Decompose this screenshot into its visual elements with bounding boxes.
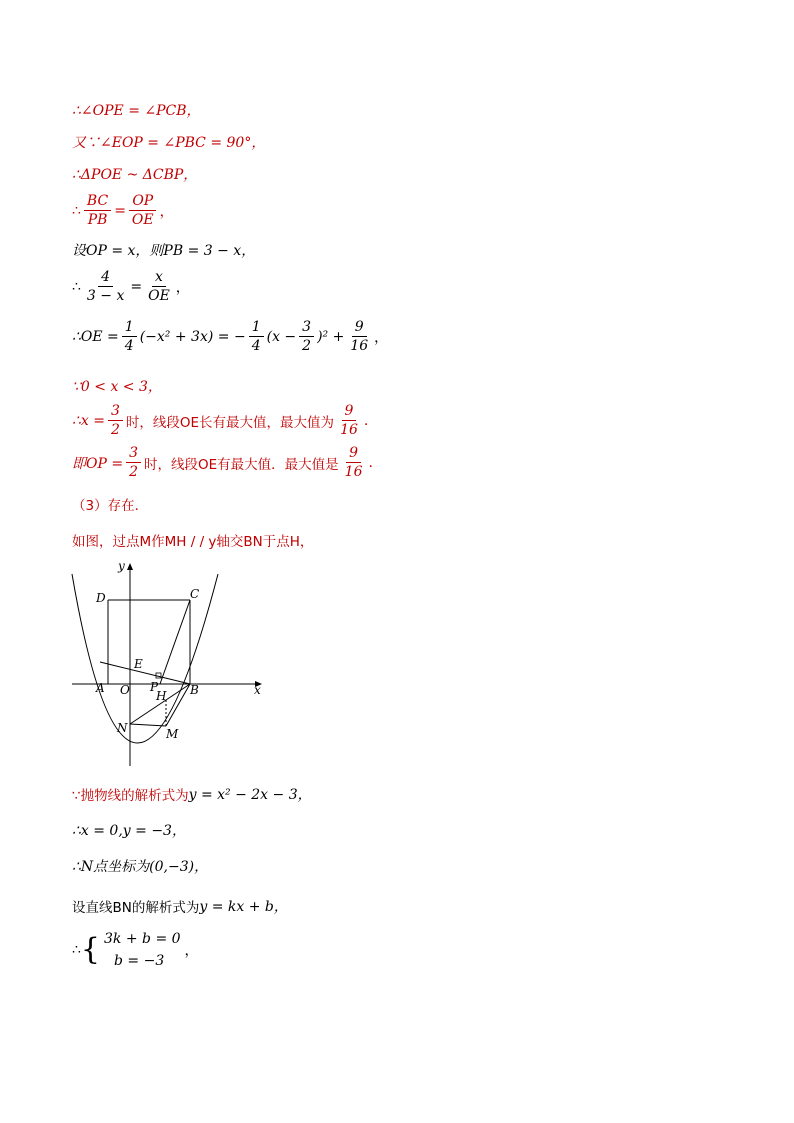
numerator: BC	[84, 192, 111, 211]
label-N: N	[117, 721, 128, 735]
parabola-figure	[68, 560, 268, 770]
fraction	[337, 402, 361, 439]
denominator: 2	[129, 464, 138, 480]
solution-line-5	[72, 240, 255, 260]
label-D: D	[96, 591, 106, 605]
equation-text: ∴x = 0,y = −3，	[72, 823, 186, 839]
equation-text: 设直线BN的解析式为	[72, 900, 200, 916]
fraction	[299, 318, 314, 355]
left-brace: {	[80, 932, 101, 967]
label-C: C	[190, 587, 200, 601]
numerator: x	[152, 268, 166, 287]
label-O: O	[120, 683, 130, 697]
fraction	[129, 192, 157, 229]
numerator: 3	[126, 444, 141, 463]
numerator: OP	[129, 192, 156, 211]
equals-sign: =	[130, 278, 143, 295]
equation-text: ∴ΔPOE ~ ΔCBP，	[72, 167, 198, 183]
fraction	[122, 318, 137, 355]
equation-text: )² +	[317, 328, 345, 345]
label-E: E	[134, 657, 143, 671]
segment-PC	[160, 600, 190, 684]
numerator: 1	[249, 318, 264, 337]
solution-line-11	[72, 494, 148, 514]
system-row-2: b = −3	[114, 953, 165, 969]
label-A: A	[96, 681, 105, 695]
solution-line-9	[72, 402, 368, 439]
fraction	[249, 318, 264, 355]
equation-text: 又∵∠EOP = ∠PBC = 90°，	[72, 135, 266, 151]
fraction	[84, 268, 127, 305]
equation-text: ∵抛物线的解析式为	[72, 788, 189, 804]
therefore-symbol: ∴	[72, 278, 81, 295]
equation-text: 时，线段OE长有最大值，最大值为	[125, 414, 335, 431]
solution-line-2	[72, 132, 265, 152]
denominator: 16	[340, 422, 358, 438]
denominator: OE	[148, 288, 170, 304]
solution-line-16	[72, 896, 288, 916]
denominator: 4	[251, 338, 261, 354]
equation-text: ∴OE =	[72, 328, 119, 345]
fraction	[342, 444, 366, 481]
equation-text: ∴x =	[72, 412, 105, 429]
solution-line-13	[72, 784, 312, 804]
numerator: 3	[108, 402, 123, 421]
segment-MB	[166, 684, 190, 726]
equation-text: (−x² + 3x) = −	[139, 328, 246, 345]
fraction	[84, 192, 111, 229]
label-M: M	[166, 727, 179, 741]
numerator: 4	[98, 268, 113, 287]
fraction	[347, 318, 371, 355]
numerator: 9	[342, 402, 357, 421]
segment-through-E	[100, 662, 190, 684]
solution-line-6	[72, 268, 190, 305]
label-x: x	[254, 683, 261, 697]
numerator: 9	[352, 318, 367, 337]
solution-line-14	[72, 820, 186, 840]
denominator: PB	[87, 212, 108, 228]
equation-text: 设OP = x，则PB = 3 − x，	[72, 243, 256, 259]
equation-system	[81, 928, 181, 972]
system-rows	[104, 928, 181, 972]
label-H: H	[156, 689, 167, 703]
punctuation: .	[368, 454, 373, 471]
punctuation: ，	[184, 943, 199, 959]
solution-line-4	[72, 192, 174, 229]
denominator: 2	[302, 338, 312, 354]
solution-line-7	[72, 318, 388, 355]
denominator: 4	[124, 338, 134, 354]
denominator: OE	[131, 212, 154, 228]
numerator: 3	[299, 318, 314, 337]
denominator: 16	[350, 338, 369, 354]
solution-line-1	[72, 100, 201, 120]
fraction	[126, 444, 141, 481]
fraction	[108, 402, 123, 439]
punctuation: ，	[374, 329, 389, 346]
punctuation: ，	[175, 279, 190, 296]
section-label: （3）存在．	[72, 498, 149, 514]
solution-line-10	[72, 444, 373, 481]
solution-line-17	[72, 928, 199, 972]
equals-sign: =	[114, 202, 126, 219]
punctuation: .	[363, 412, 369, 429]
equation-text: ∴∠OPE = ∠PCB，	[72, 103, 201, 119]
system-row-1: 3k + b = 0	[104, 931, 181, 947]
solution-line-3	[72, 164, 197, 184]
label-P: P	[150, 680, 159, 694]
equation-text: (x −	[266, 328, 297, 345]
equation-text: ∵0 < x < 3，	[72, 379, 162, 395]
equation-text: 时，线段OE有最大值．最大值是	[144, 456, 339, 473]
segment-NM	[130, 724, 166, 726]
solution-line-8	[72, 376, 162, 396]
solution-line-15	[72, 856, 208, 876]
label-B: B	[190, 683, 199, 697]
punctuation: ，	[159, 203, 174, 220]
fraction	[145, 268, 173, 305]
label-y: y	[118, 560, 125, 573]
therefore-symbol: ∴	[72, 202, 81, 219]
equation-text: y = kx + b，	[199, 899, 288, 915]
numerator: 1	[122, 318, 137, 337]
y-axis-arrow	[127, 563, 133, 570]
numerator: 9	[346, 444, 361, 463]
equation-text: 即OP =	[72, 455, 124, 472]
denominator: 2	[110, 422, 120, 438]
equation-text: y = x² − 2x − 3，	[188, 787, 312, 803]
therefore-symbol: ∴	[72, 942, 81, 958]
solution-line-12	[72, 530, 313, 550]
denominator: 16	[344, 464, 363, 480]
equation-text: 如图，过点M作MH / / y轴交BN于点H，	[72, 534, 314, 550]
denominator: 3 − x	[86, 288, 125, 304]
equation-text: ∴N点坐标为(0,−3)，	[72, 859, 209, 875]
